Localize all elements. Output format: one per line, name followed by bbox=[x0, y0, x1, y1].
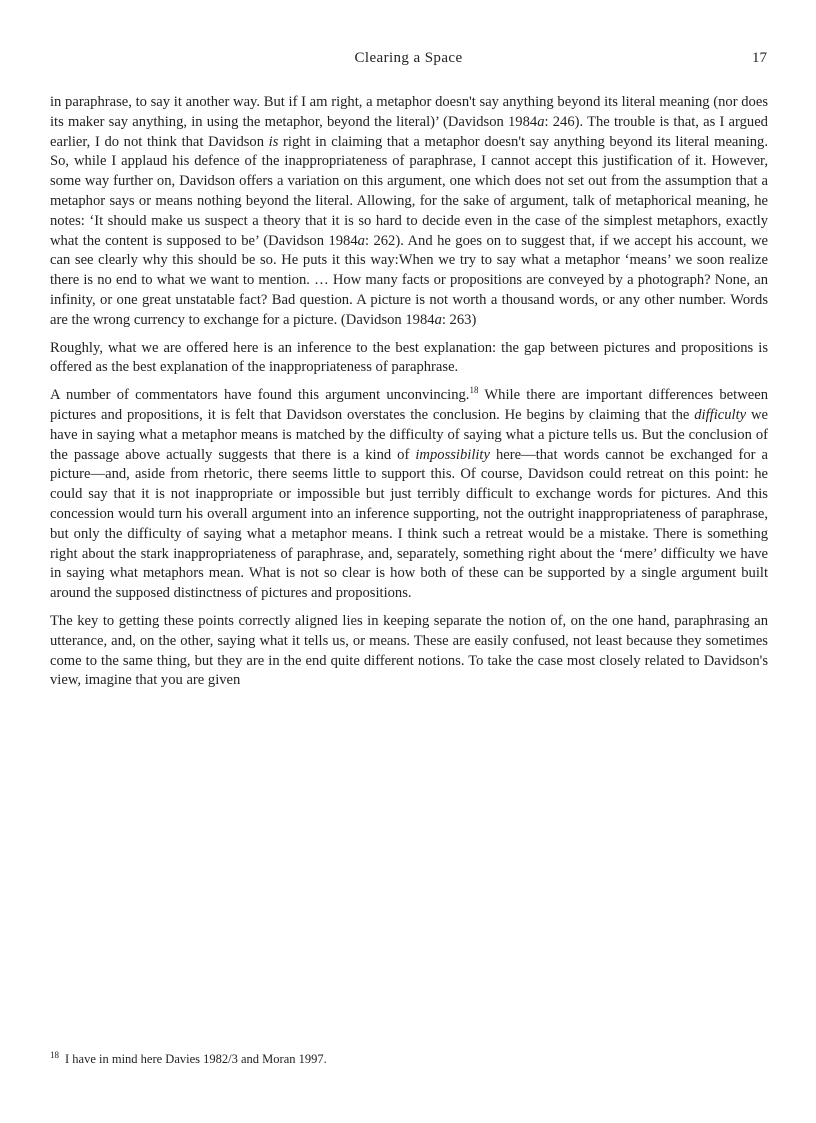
text-run: : 263) bbox=[441, 311, 477, 328]
paragraph-4: The key to getting these points correctly aligned lies in keeping separate the notion of, on the one hand, paraphrasing an utterance, and, on the other, saying what it tells us, or means. These are easily confused, not least because they sometimes come to the same thing, but they are in the end quite different notions. To take the case most closely related to Davidson's view, imagine that you are given bbox=[50, 612, 768, 689]
text-run-italic: a bbox=[537, 113, 545, 130]
text-run: A number of commentators have found this argument unconvincing. bbox=[50, 387, 470, 404]
page-number: 17 bbox=[752, 50, 767, 66]
text-run: we have in saying what a metaphor means is matched by the difficulty of saying what a picture tells us. But the conclusion of the passage above actually suggests that there is a kind of bbox=[50, 406, 768, 463]
text-run: : 262). And he goes on to suggest that, if we accept his account, we can see clearly why this should be so. He puts it this way:When we try to say what a metaphor ‘means’ we soon realize there is no end to what we want to mention. … How many facts or propositions are conveyed by a photograph? None, an infinity, or one great unstatable fact? Bad question. A picture is not worth a thousand words, or any other number. Words are the wrong currency to exchange for a picture. (Davidson 1984 bbox=[50, 232, 768, 328]
text-run: right in claiming that a metaphor doesn't say anything beyond its literal meaning. So, while I applaud his defence of the inappropriateness of paraphrase, I cannot accept this justification of it. However, some way further on, Davidson offers a variation on this argument, one which does not set out from the assumption that a metaphor says or means nothing beyond the literal. Allowing, for the sake of argument, talk of metaphorical meaning, he notes: ‘It should make us suspect a theory that it is so hard to decide even in the case of the simplest metaphors, exactly what the content is supposed to be’ (Davidson 1984 bbox=[50, 133, 768, 249]
text-run: : 246). The trouble is that, as I argued earlier, I do not think that Davidson bbox=[50, 113, 768, 150]
text-run-italic: a bbox=[357, 232, 365, 249]
running-title: Clearing a Space bbox=[354, 50, 463, 66]
footnote-text: I have in mind here Davies 1982/3 and Moran 1997. bbox=[65, 1052, 327, 1066]
body-text bbox=[50, 93, 768, 699]
running-header bbox=[50, 50, 767, 70]
footnote-ref[interactable]: 18 bbox=[469, 385, 479, 396]
footnote-marker: 18 bbox=[50, 1050, 59, 1060]
text-run: in paraphrase, to say it another way. But if I am right, a metaphor doesn't say anything beyond its literal meaning (nor does its maker say anything, in using the metaphor, beyond the literal)’ (Davidson 1984 bbox=[50, 94, 768, 130]
text-run-italic: difficulty bbox=[694, 406, 747, 423]
footnotes bbox=[50, 1052, 768, 1067]
footnote-item bbox=[50, 1052, 768, 1067]
text-run-italic: a bbox=[434, 311, 442, 328]
text-run: While there are important differences between pictures and propositions, it is felt that Davidson overstates the conclusion. He begins by claiming that the bbox=[50, 387, 769, 423]
text-run-italic: impossibility bbox=[415, 446, 490, 463]
text-run: here—that words cannot be exchanged for a picture—and, aside from rhetoric, there seems little to support this. Of course, Davidson could retreat on this point: he could say that it is not inappropriate or impossible but just terribly difficult to exchange words for pictures. And this concession would turn his overall argument into an inference supporting, not the outright inappropriateness of paraphrase, but only the difficulty of saying what a metaphor means. I think such a retreat would be a mistake. There is something right about the stark inappropriateness of paraphrase, and, separately, something right about the ‘mere’ difficulty we have in saying what metaphors mean. What is not so clear is how both of these can be supported by a single argument built around the supposed distinctness of pictures and propositions. bbox=[50, 446, 768, 602]
text-run-italic: is bbox=[268, 133, 279, 150]
paragraph-1 bbox=[50, 93, 768, 331]
paragraph-3 bbox=[50, 386, 768, 604]
paragraph-2: Roughly, what we are offered here is an inference to the best explanation: the gap between pictures and propositions is offered as the best explanation of the inappropriateness of paraphrase. bbox=[50, 339, 768, 376]
